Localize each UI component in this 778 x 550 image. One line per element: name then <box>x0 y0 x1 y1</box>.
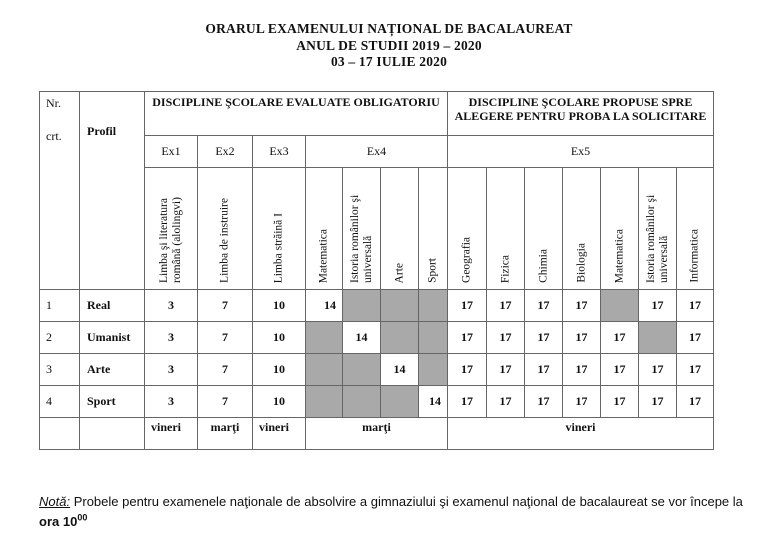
group-obligatory-header: DISCIPLINE ŞCOLARE EVALUATE OBLIGATORIU <box>145 92 448 136</box>
date-cell: 17 <box>525 354 563 386</box>
date-cell: 17 <box>677 354 714 386</box>
row-number: 2 <box>40 322 80 354</box>
shaded-cell <box>306 354 343 386</box>
date-cell: 17 <box>677 322 714 354</box>
subject-header: Informatica <box>677 168 714 290</box>
subject-header: Limba şi literatura română (alolingvi) <box>145 168 198 290</box>
subject-header: Chimia <box>525 168 563 290</box>
row-profile-name: Real <box>80 290 145 322</box>
shaded-cell <box>381 290 419 322</box>
shaded-cell <box>419 322 448 354</box>
date-cell: 17 <box>525 322 563 354</box>
date-cell: 14 <box>419 386 448 418</box>
title-line-1: ORARUL EXAMENULUI NAȚIONAL DE BACALAUREAT <box>205 21 573 36</box>
row-number: 3 <box>40 354 80 386</box>
subject-header: Limba străină I <box>253 168 306 290</box>
date-cell: 17 <box>677 290 714 322</box>
date-cell: 17 <box>487 290 525 322</box>
shaded-cell <box>306 322 343 354</box>
date-cell: 17 <box>448 354 487 386</box>
date-cell: 14 <box>306 290 343 322</box>
shaded-cell <box>343 290 381 322</box>
date-cell: 14 <box>343 322 381 354</box>
date-cell: 7 <box>198 290 253 322</box>
document-header <box>0 21 778 71</box>
date-cell: 17 <box>487 322 525 354</box>
subject-header: Matematica <box>601 168 639 290</box>
shaded-cell <box>343 354 381 386</box>
note-text: Probele pentru examenele naţionale de absolvire a gimnaziului şi examenul naţional de bacalaureat se vor începe la <box>70 494 743 509</box>
date-cell: 17 <box>639 354 677 386</box>
date-cell: 17 <box>448 386 487 418</box>
date-cell: 10 <box>253 354 306 386</box>
date-cell: 17 <box>448 322 487 354</box>
row-profile-name: Umanist <box>80 322 145 354</box>
nr-header <box>40 92 80 290</box>
date-cell: 7 <box>198 322 253 354</box>
date-cell: 10 <box>253 322 306 354</box>
subject-header: Limba de instruire <box>198 168 253 290</box>
subject-header: Istoria românilor şi universală <box>343 168 381 290</box>
date-cell: 3 <box>145 386 198 418</box>
date-cell: 17 <box>563 290 601 322</box>
date-cell: 17 <box>601 386 639 418</box>
date-cell: 17 <box>601 322 639 354</box>
subject-header: Sport <box>419 168 448 290</box>
note-time: ora $10^{00}$ <box>39 513 88 530</box>
profil-header: Profil <box>80 92 145 290</box>
date-cell: 3 <box>145 322 198 354</box>
date-cell: 14 <box>381 354 419 386</box>
shaded-cell <box>639 322 677 354</box>
subject-header: Biologia <box>563 168 601 290</box>
nr-header-bottom: crt. <box>46 129 62 143</box>
days-row <box>40 418 714 450</box>
table-row <box>40 386 714 418</box>
row-number: 4 <box>40 386 80 418</box>
date-cell: 17 <box>563 354 601 386</box>
row-number: 1 <box>40 290 80 322</box>
ex4-header: Ex4 <box>306 136 448 168</box>
date-cell: 7 <box>198 354 253 386</box>
ex5-header: Ex5 <box>448 136 714 168</box>
date-cell: 17 <box>563 386 601 418</box>
date-cell: 17 <box>677 386 714 418</box>
day-ex4: marţi <box>306 418 448 450</box>
date-cell: 7 <box>198 386 253 418</box>
day-ex5: vineri <box>448 418 714 450</box>
date-cell: 3 <box>145 290 198 322</box>
subject-header: Fizica <box>487 168 525 290</box>
group-optional-header: DISCIPLINE ŞCOLARE PROPUSE SPRE ALEGERE PENTRU PROBA LA SOLICITARE <box>448 92 714 136</box>
schedule-table <box>39 91 714 450</box>
day-ex1: vineri <box>145 418 198 450</box>
day-ex3: vineri <box>253 418 306 450</box>
subject-header: Matematica <box>306 168 343 290</box>
subject-header: Geografia <box>448 168 487 290</box>
date-cell: 3 <box>145 354 198 386</box>
table-row <box>40 322 714 354</box>
nr-header-top: Nr. <box>46 96 61 110</box>
days-empty-nr <box>40 418 80 450</box>
table-row <box>40 290 714 322</box>
shaded-cell <box>419 290 448 322</box>
date-cell: 17 <box>639 290 677 322</box>
shaded-cell <box>419 354 448 386</box>
shaded-cell <box>306 386 343 418</box>
shaded-cell <box>381 386 419 418</box>
day-ex2: marţi <box>198 418 253 450</box>
subject-header: Istoria românilor şi universală <box>639 168 677 290</box>
date-cell: 17 <box>525 386 563 418</box>
group-header-row <box>40 92 714 136</box>
footnote <box>39 493 759 530</box>
ex3-header: Ex3 <box>253 136 306 168</box>
date-cell: 17 <box>487 354 525 386</box>
title-line-3: 03 – 17 IULIE 2020 <box>330 54 448 69</box>
date-cell: 17 <box>601 354 639 386</box>
shaded-cell <box>381 322 419 354</box>
days-empty-profil <box>80 418 145 450</box>
title-line-2: ANUL DE STUDII 2019 – 2020 <box>296 37 482 53</box>
shaded-cell <box>343 386 381 418</box>
date-cell: 10 <box>253 386 306 418</box>
date-cell: 10 <box>253 290 306 322</box>
subject-header: Arte <box>381 168 419 290</box>
shaded-cell <box>601 290 639 322</box>
note-label: Notă: <box>39 494 71 509</box>
date-cell: 17 <box>448 290 487 322</box>
date-cell: 17 <box>563 322 601 354</box>
date-cell: 17 <box>639 386 677 418</box>
row-profile-name: Arte <box>80 354 145 386</box>
table-row <box>40 354 714 386</box>
date-cell: 17 <box>487 386 525 418</box>
row-profile-name: Sport <box>80 386 145 418</box>
ex2-header: Ex2 <box>198 136 253 168</box>
date-cell: 17 <box>525 290 563 322</box>
ex1-header: Ex1 <box>145 136 198 168</box>
